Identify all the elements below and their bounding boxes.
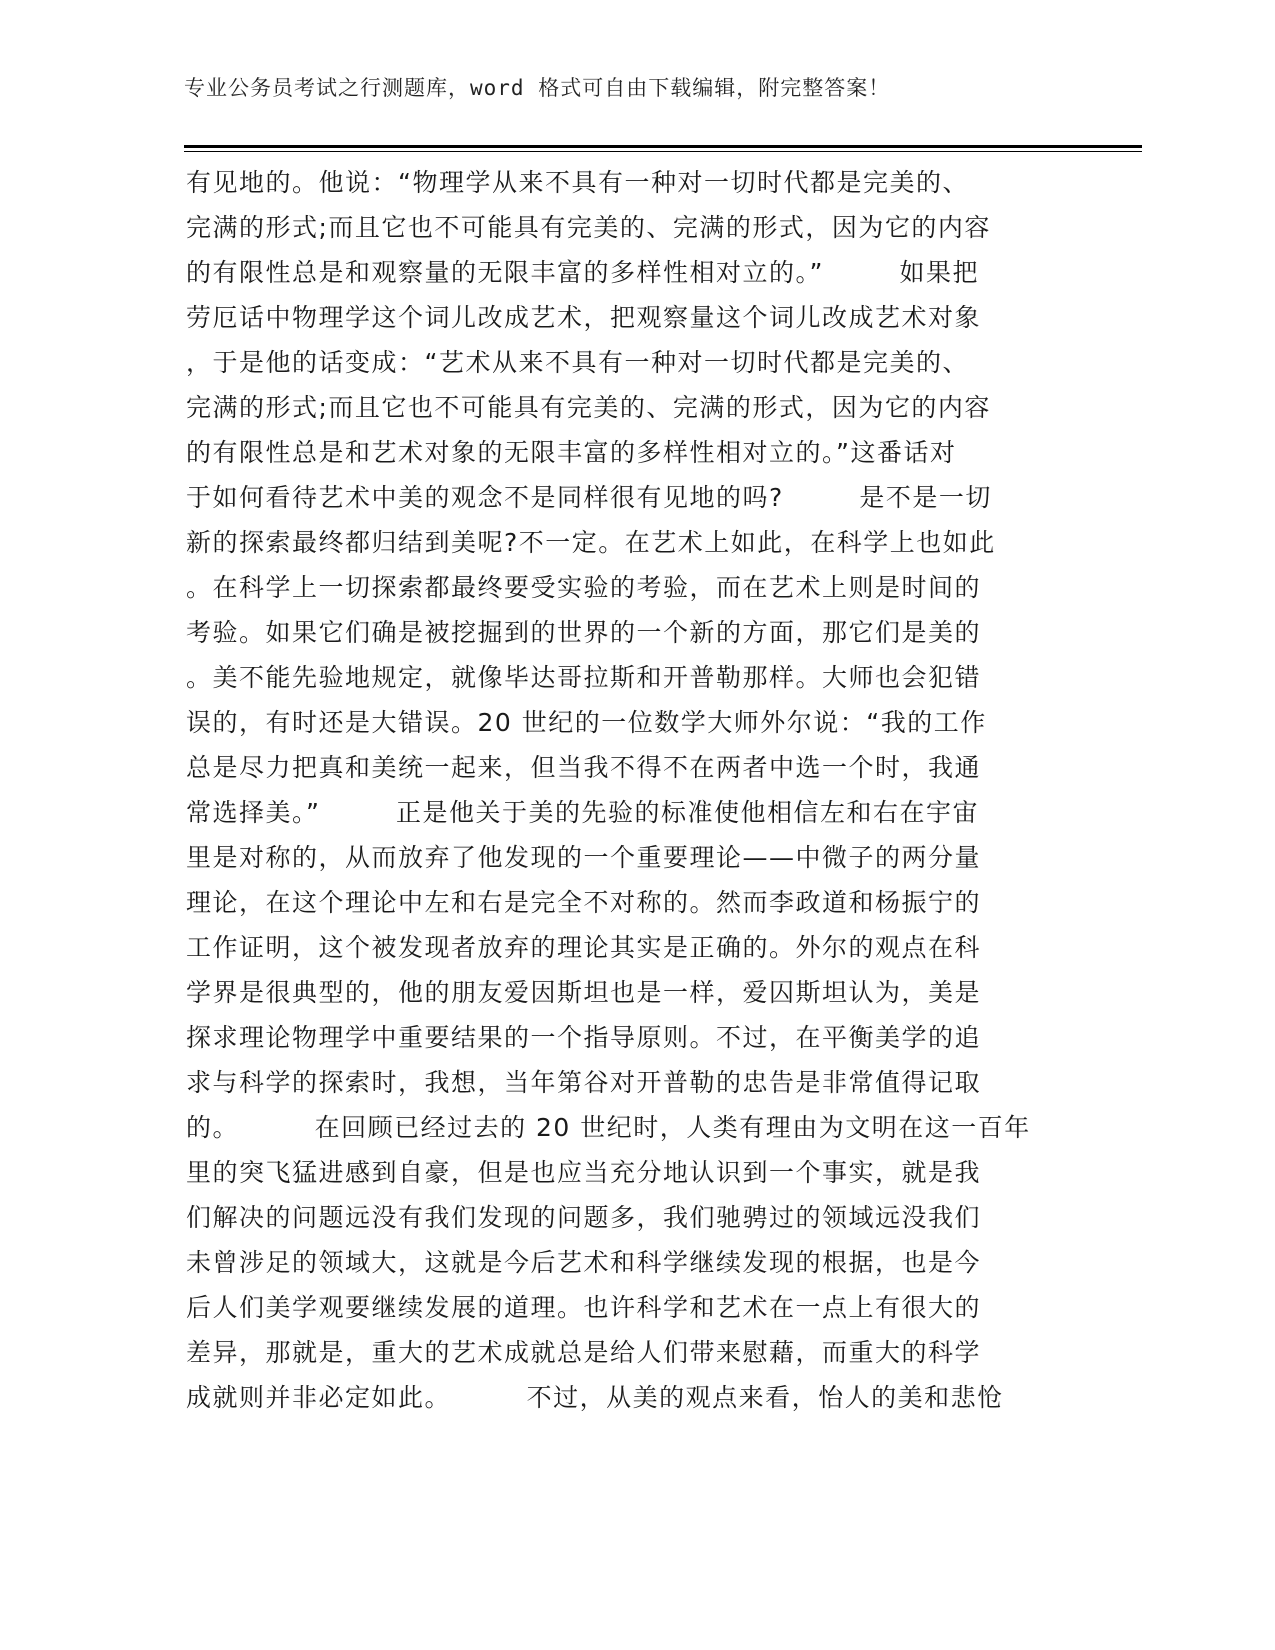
- text-line: 里的突飞猛进感到自豪，但是也应当充分地认识到一个事实，就是我: [186, 1158, 982, 1187]
- text-line: 完满的形式;而且它也不可能具有完美的、完满的形式，因为它的内容: [186, 393, 991, 422]
- text-line: 考验。如果它们确是被挖掘到的世界的一个新的方面，那它们是美的: [186, 618, 982, 647]
- text-line: 的有限性总是和观察量的无限丰富的多样性相对立的。” 如果把: [186, 258, 980, 287]
- text-line: 常选择美。” 正是他关于美的先验的标准使他相信左和右在宇宙: [186, 798, 980, 827]
- text-line: 误的，有时还是大错误。20 世纪的一位数学大师外尔说：“我的工作: [186, 708, 987, 737]
- text-line: 完满的形式;而且它也不可能具有完美的、完满的形式，因为它的内容: [186, 213, 991, 242]
- text-line: 成就则并非必定如此。 不过，从美的观点来看，怡人的美和悲怆: [186, 1383, 1004, 1412]
- text-line: 未曾涉足的领域大，这就是今后艺术和科学继续发现的根据，也是今: [186, 1248, 982, 1277]
- text-line: 于如何看待艺术中美的观念不是同样很有见地的吗? 是不是一切: [186, 483, 992, 512]
- text-line: 的有限性总是和艺术对象的无限丰富的多样性相对立的。”这番话对: [186, 438, 957, 467]
- text-line: 求与科学的探索时，我想，当年第谷对开普勒的忠告是非常值得记取: [186, 1068, 982, 1097]
- text-line: 理论，在这个理论中左和右是完全不对称的。然而李政道和杨振宁的: [186, 888, 982, 917]
- header-rule: [184, 145, 1142, 148]
- page-header: 专业公务员考试之行测题库，word 格式可自由下载编辑，附完整答案！: [184, 76, 891, 100]
- text-line: 探求理论物理学中重要结果的一个指导原则。不过，在平衡美学的追: [186, 1023, 982, 1052]
- text-line: 的。 在回顾已经过去的 20 世纪时，人类有理由为文明在这一百年: [186, 1113, 1031, 1142]
- text-line: 。在科学上一切探索都最终要受实验的考验，而在艺术上则是时间的: [186, 573, 982, 602]
- text-line: 差异，那就是，重大的艺术成就总是给人们带来慰藉，而重大的科学: [186, 1338, 982, 1367]
- text-line: ，于是他的话变成：“艺术从来不具有一种对一切时代都是完美的、: [186, 348, 969, 377]
- text-line: 新的探索最终都归结到美呢?不一定。在艺术上如此，在科学上也如此: [186, 528, 996, 557]
- text-line: 学界是很典型的，他的朋友爱因斯坦也是一样，爱囚斯坦认为，美是: [186, 978, 982, 1007]
- text-line: 劳厄话中物理学这个词儿改成艺术，把观察量这个词儿改成艺术对象: [186, 303, 982, 332]
- text-line: 。美不能先验地规定，就像毕达哥拉斯和开普勒那样。大师也会犯错: [186, 663, 982, 692]
- text-line: 总是尽力把真和美统一起来，但当我不得不在两者中选一个时，我通: [186, 753, 982, 782]
- text-line: 里是对称的，从而放弃了他发现的一个重要理论——中微子的两分量: [186, 843, 982, 872]
- header-rule-thin: [184, 151, 1142, 152]
- body-text: [186, 160, 1086, 1420]
- text-line: 工作证明，这个被发现者放弃的理论其实是正确的。外尔的观点在科: [186, 933, 982, 962]
- text-line: 有见地的。他说：“物理学从来不具有一种对一切时代都是完美的、: [186, 168, 969, 197]
- text-line: 们解决的问题远没有我们发现的问题多，我们驰骋过的领域远没我们: [186, 1203, 982, 1232]
- text-line: 后人们美学观要继续发展的道理。也许科学和艺术在一点上有很大的: [186, 1293, 982, 1322]
